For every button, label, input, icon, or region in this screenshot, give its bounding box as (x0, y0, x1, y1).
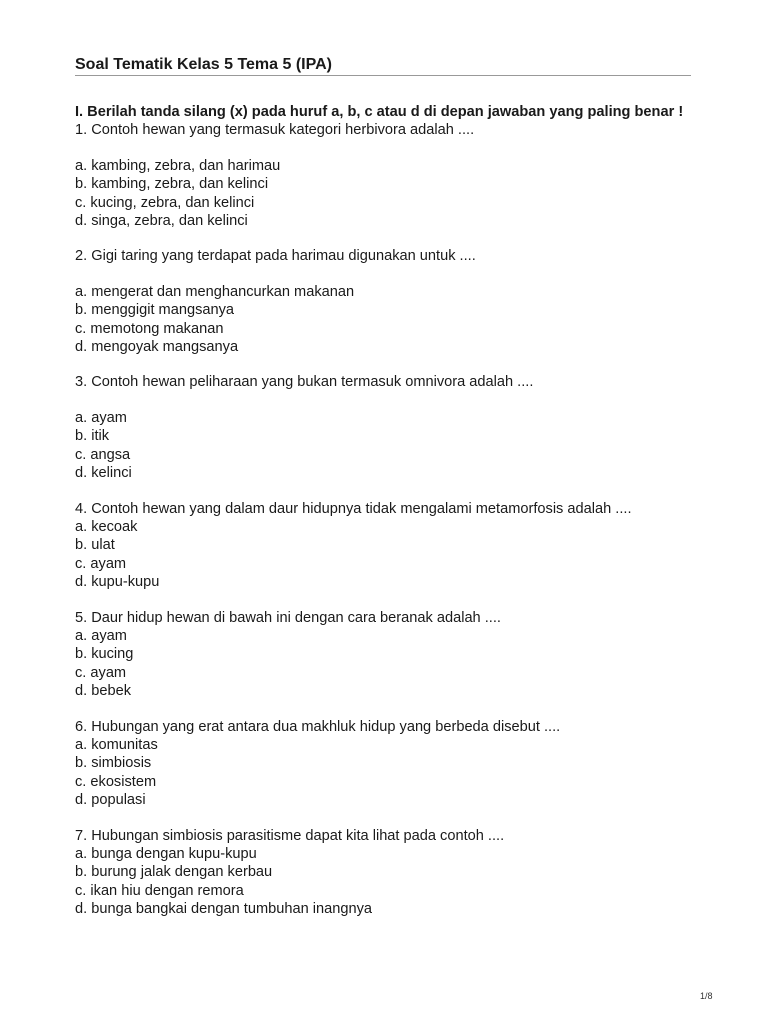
option-a: a. komunitas (75, 736, 158, 753)
question-5 (75, 609, 695, 701)
question-text: 3. Contoh hewan peliharaan yang bukan termasuk omnivora adalah .... (75, 374, 534, 391)
option-list (75, 845, 695, 919)
question-text: 1. Contoh hewan yang termasuk kategori herbivora adalah .... (75, 122, 475, 139)
option-c: c. ekosistem (75, 773, 157, 790)
question-text: 2. Gigi taring yang terdapat pada harimau digunakan untuk .... (75, 248, 476, 265)
option-a: a. ayam (75, 627, 127, 644)
option-list (75, 283, 695, 357)
document-title: Soal Tematik Kelas 5 Tema 5 (IPA) (75, 56, 332, 73)
question-text: 6. Hubungan yang erat antara dua makhluk hidup yang berbeda disebut .... (75, 718, 561, 735)
question-4 (75, 500, 695, 592)
option-b: b. menggigit mangsanya (75, 302, 235, 319)
option-list (75, 157, 695, 231)
option-d: d. bebek (75, 683, 131, 700)
question-7 (75, 827, 695, 919)
question-text: 7. Hubungan simbiosis parasitisme dapat kita lihat pada contoh .... (75, 827, 505, 844)
question-2 (75, 247, 695, 356)
option-list (75, 518, 695, 592)
question-1 (75, 121, 695, 230)
option-b: b. burung jalak dengan kerbau (75, 864, 273, 881)
option-a: a. bunga dengan kupu-kupu (75, 846, 257, 862)
option-b: b. itik (75, 428, 110, 445)
option-b: b. kambing, zebra, dan kelinci (75, 176, 269, 193)
option-b: b. kucing (75, 646, 134, 663)
option-a: a. mengerat dan menghancurkan makanan (75, 283, 355, 300)
option-a: a. kambing, zebra, dan harimau (75, 157, 281, 174)
option-c: c. angsa (75, 446, 131, 463)
option-list (75, 736, 695, 810)
option-d: d. singa, zebra, dan kelinci (75, 213, 248, 230)
question-3 (75, 373, 695, 482)
question-6 (75, 718, 695, 810)
option-d: d. kelinci (75, 465, 132, 482)
title-divider (75, 75, 691, 76)
option-c: c. ayam (75, 664, 127, 681)
option-list (75, 627, 695, 701)
option-c: c. memotong makanan (75, 320, 224, 337)
option-d: d. mengoyak mangsanya (75, 339, 239, 356)
question-text: 4. Contoh hewan yang dalam daur hidupnya tidak mengalami metamorfosis adalah .... (75, 500, 632, 517)
option-b: b. ulat (75, 537, 115, 554)
page-number: 1/8 (700, 991, 713, 1001)
option-a: a. kecoak (75, 518, 138, 535)
question-sheet (75, 103, 695, 919)
option-c: c. kucing, zebra, dan kelinci (75, 194, 255, 211)
option-d: d. kupu-kupu (75, 574, 160, 591)
option-list (75, 409, 695, 483)
option-a: a. ayam (75, 409, 127, 426)
instruction-text: I. Berilah tanda silang (x) pada huruf a, b, c atau d di depan jawaban yang paling benar ! (75, 104, 684, 120)
option-c: c. ayam (75, 555, 127, 572)
option-d: d. populasi (75, 792, 146, 809)
option-d: d. bunga bangkai dengan tumbuhan inangnya (75, 901, 372, 918)
question-text: 5. Daur hidup hewan di bawah ini dengan cara beranak adalah .... (75, 609, 501, 626)
option-c: c. ikan hiu dengan remora (75, 882, 244, 899)
option-b: b. simbiosis (75, 755, 152, 772)
